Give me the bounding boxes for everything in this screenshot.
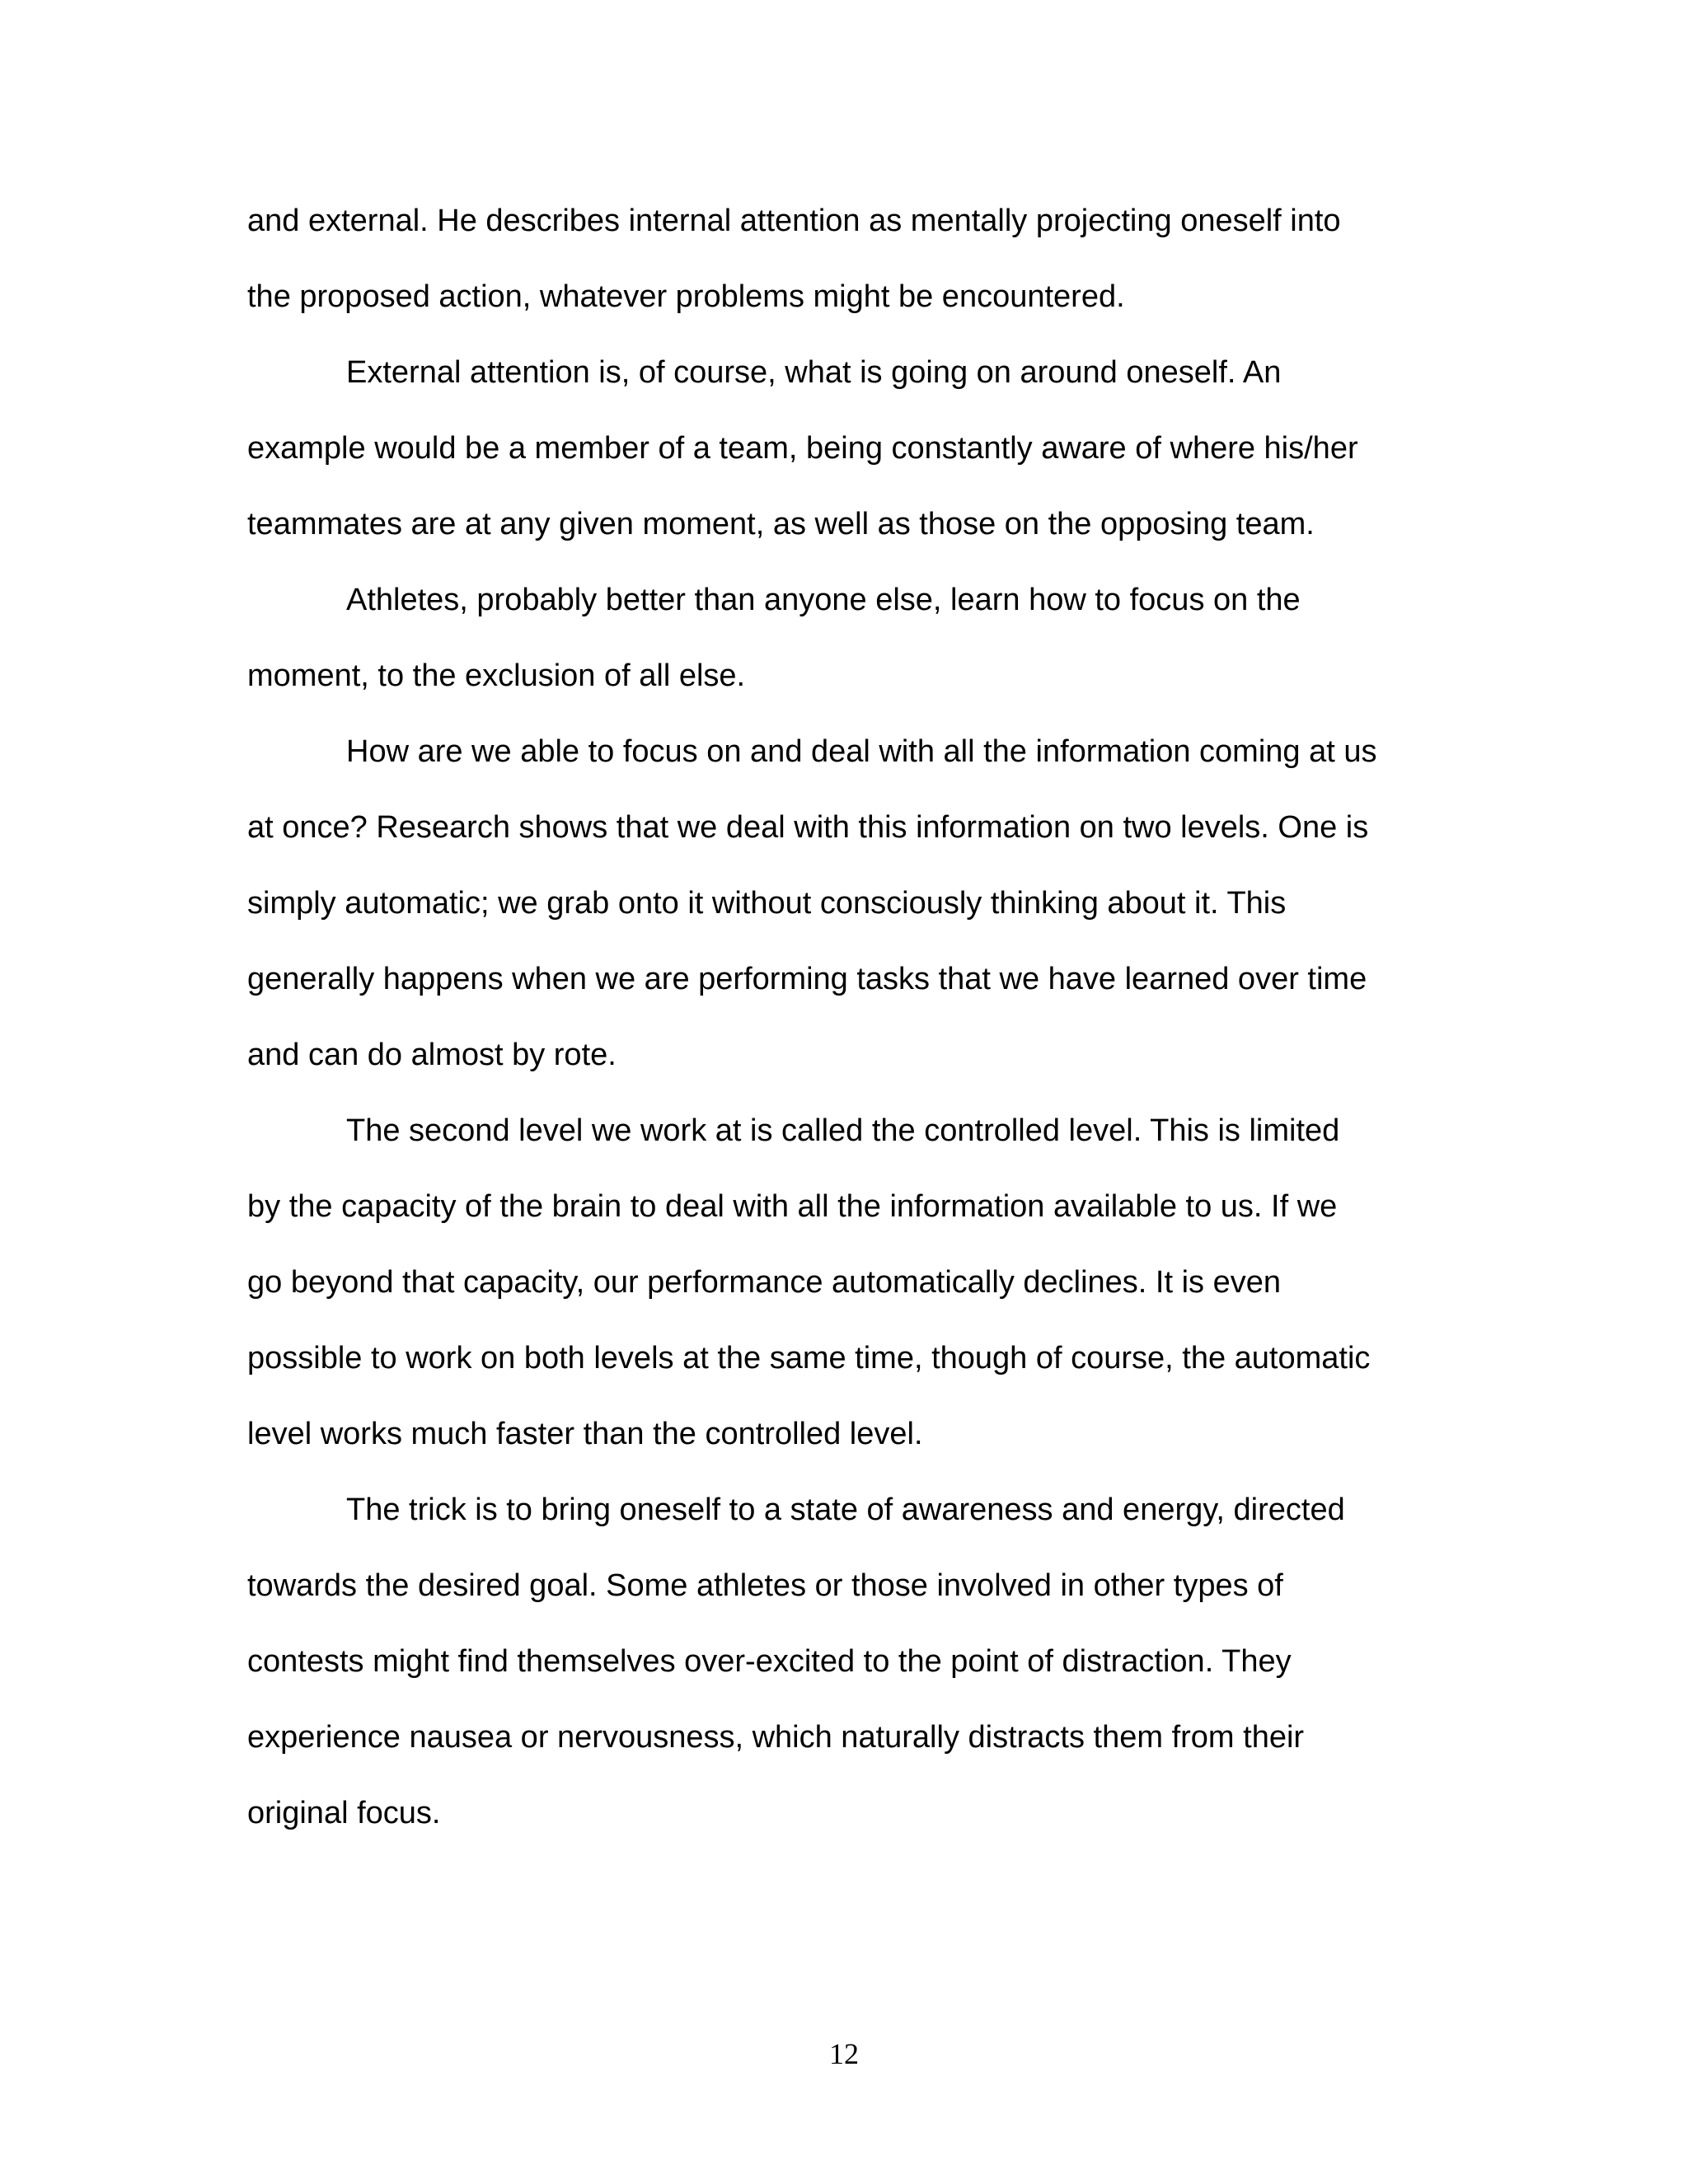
body-text: [247, 183, 1451, 1851]
paragraph-1: [247, 183, 1451, 335]
text-line: original focus.: [247, 1796, 441, 1830]
text-line: and external. He describes internal attention as mentally projecting oneself into: [247, 204, 1341, 238]
text-line: towards the desired goal. Some athletes or those involved in other types of: [247, 1568, 1283, 1603]
text-line: Athletes, probably better than anyone else, learn how to focus on the: [346, 583, 1301, 617]
paragraph-5: [247, 1093, 1451, 1472]
text-line: moment, to the exclusion of all else.: [247, 658, 746, 693]
text-line: The second level we work at is called the controlled level. This is limited: [346, 1113, 1340, 1148]
text-line: experience nausea or nervousness, which naturally distracts them from their: [247, 1720, 1305, 1755]
text-line: External attention is, of course, what is going on around oneself. An: [346, 355, 1282, 390]
text-line: possible to work on both levels at the same time, though of course, the automatic: [247, 1341, 1371, 1376]
text-line: example would be a member of a team, being constantly aware of where his/her: [247, 431, 1358, 466]
text-line: by the capacity of the brain to deal with all the information available to us. If we: [247, 1189, 1338, 1224]
text-line: How are we able to focus on and deal with all the information coming at us: [346, 734, 1377, 769]
text-line: the proposed action, whatever problems might be encountered.: [247, 279, 1125, 314]
paragraph-6: [247, 1472, 1451, 1851]
text-line: generally happens when we are performing tasks that we have learned over time: [247, 962, 1367, 996]
text-line: The trick is to bring oneself to a state of awareness and energy, directed: [346, 1493, 1345, 1527]
text-line: go beyond that capacity, our performance automatically declines. It is even: [247, 1265, 1281, 1300]
paragraph-3: [247, 562, 1451, 714]
text-line: at once? Research shows that we deal with this information on two levels. One is: [247, 810, 1369, 845]
page-number: 12: [829, 2037, 859, 2070]
text-line: contests might find themselves over-excited to the point of distraction. They: [247, 1644, 1292, 1679]
text-line: and can do almost by rote.: [247, 1038, 617, 1072]
text-line: simply automatic; we grab onto it without consciously thinking about it. This: [247, 886, 1287, 921]
text-line: teammates are at any given moment, as well as those on the opposing team.: [247, 507, 1315, 541]
text-line: level works much faster than the controlled level.: [247, 1417, 923, 1451]
paragraph-2: [247, 335, 1451, 562]
paragraph-4: [247, 714, 1451, 1093]
